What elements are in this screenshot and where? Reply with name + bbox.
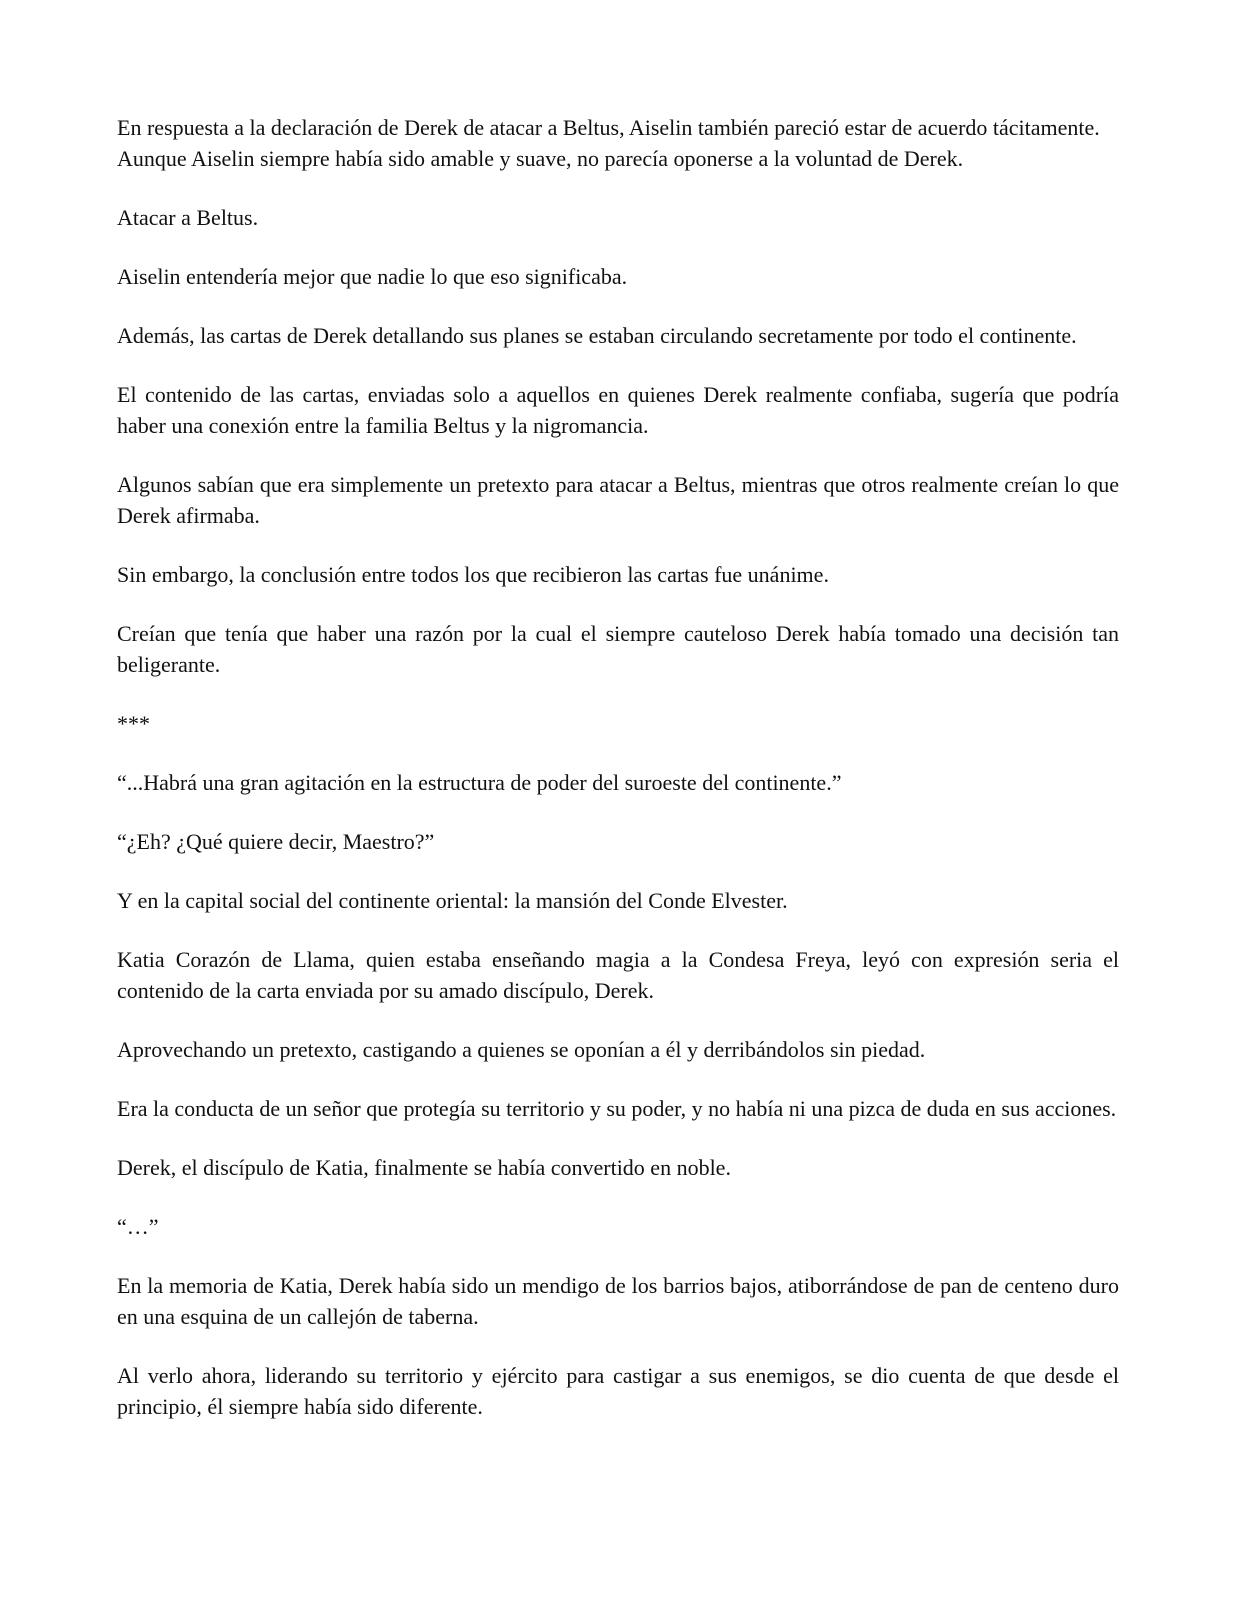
paragraph-16: Derek, el discípulo de Katia, finalmente se había convertido en noble.	[117, 1155, 731, 1180]
dialogue-2: “¿Eh? ¿Qué quiere decir, Maestro?”	[117, 829, 435, 854]
dialogue-3: “…”	[117, 1214, 159, 1239]
paragraph-14: Aprovechando un pretexto, castigando a quienes se oponían a él y derribándolos sin piedad.	[117, 1037, 926, 1062]
paragraph-12: Y en la capital social del continente oriental: la mansión del Conde Elvester.	[117, 888, 788, 913]
scene-break: ***	[117, 711, 150, 736]
paragraph-18: En la memoria de Katia, Derek había sido un mendigo de los barrios bajos, atiborrándose de pan de centeno duro en una esquina de un callejón de taberna.	[117, 1273, 1119, 1329]
paragraph-3: Aiselin entendería mejor que nadie lo que eso significaba.	[117, 264, 628, 289]
paragraph-15: Era la conducta de un señor que protegía su territorio y su poder, y no había ni una pizca de duda en sus acciones.	[117, 1096, 1117, 1121]
document-page	[117, 112, 1119, 1450]
paragraph-8: Creían que tenía que haber una razón por la cual el siempre cauteloso Derek había tomado una decisión tan beligerante.	[117, 621, 1119, 677]
paragraph-2: Atacar a Beltus.	[117, 205, 259, 230]
paragraph-13: Katia Corazón de Llama, quien estaba enseñando magia a la Condesa Freya, leyó con expresión seria el contenido de la carta enviada por su amado discípulo, Derek.	[117, 947, 1119, 1003]
paragraph-5: El contenido de las cartas, enviadas solo a aquellos en quienes Derek realmente confiaba, sugería que podría haber una conexión entre la familia Beltus y la nigromancia.	[117, 382, 1119, 438]
paragraph-4: Además, las cartas de Derek detallando sus planes se estaban circulando secretamente por todo el continente.	[117, 323, 1077, 348]
paragraph-1: En respuesta a la declaración de Derek de atacar a Beltus, Aiselin también pareció estar de acuerdo tácitamente. Aunque Aiselin siempre había sido amable y suave, no parecía oponerse a la voluntad de Derek.	[117, 115, 1100, 171]
paragraph-6: Algunos sabían que era simplemente un pretexto para atacar a Beltus, mientras que otros realmente creían lo que Derek afirmaba.	[117, 472, 1119, 528]
dialogue-1: “...Habrá una gran agitación en la estructura de poder del suroeste del continente.”	[117, 770, 842, 795]
paragraph-19: Al verlo ahora, liderando su territorio y ejército para castigar a sus enemigos, se dio cuenta de que desde el principio, él siempre había sido diferente.	[117, 1363, 1119, 1419]
paragraph-7: Sin embargo, la conclusión entre todos los que recibieron las cartas fue unánime.	[117, 562, 829, 587]
